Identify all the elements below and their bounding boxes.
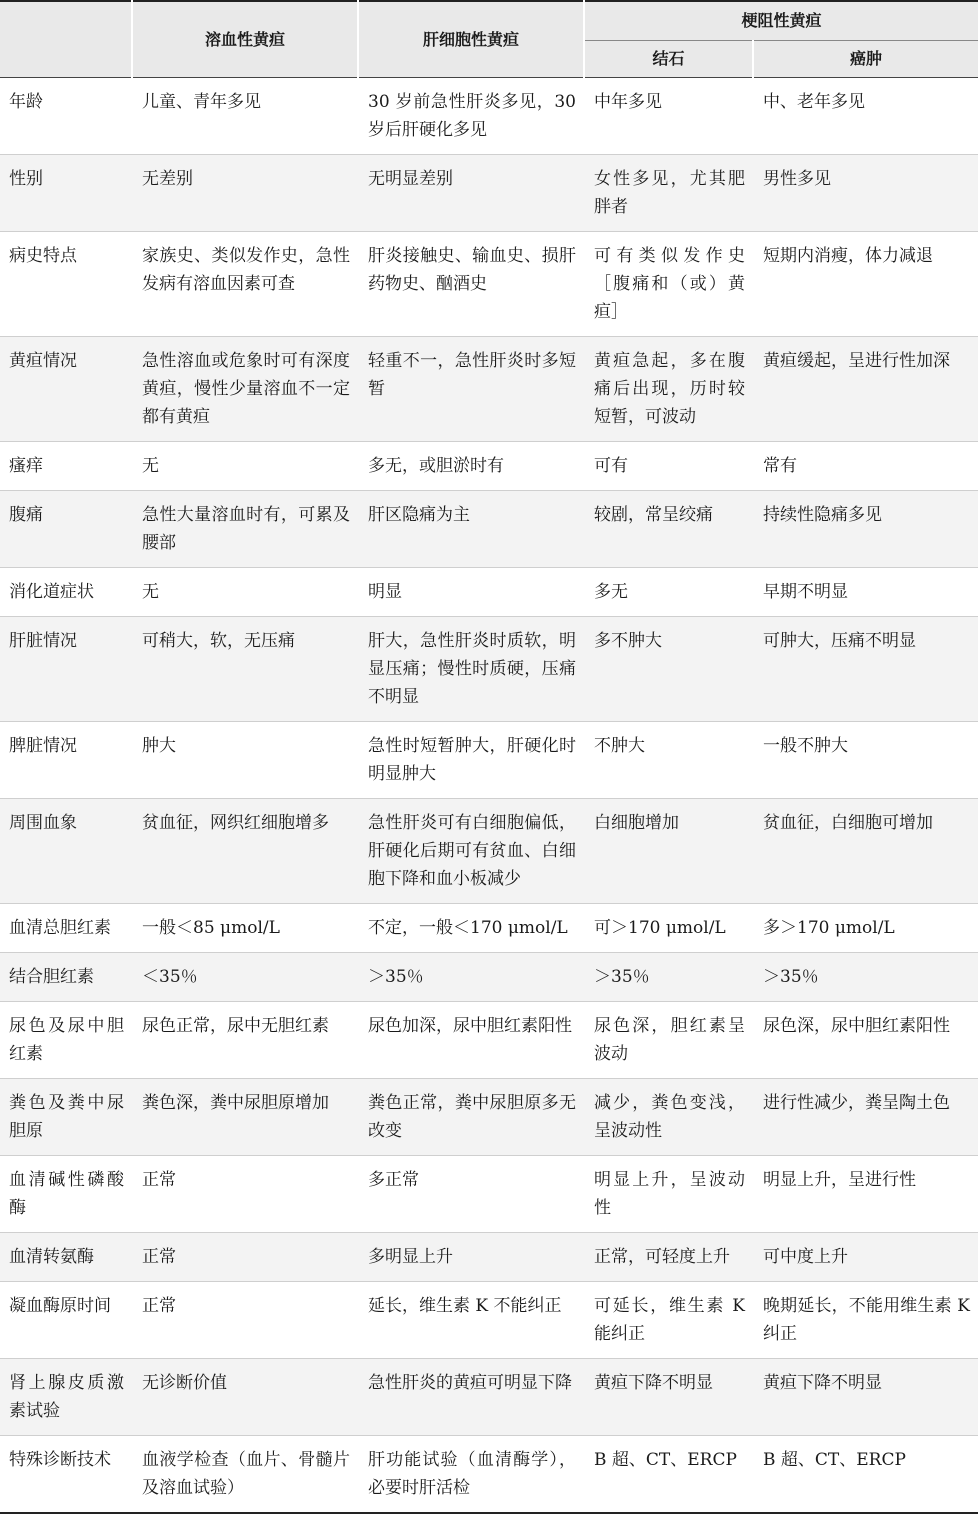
cell-hemolytic: 急性溶血或危象时可有深度黄疸，慢性少量溶血不一定都有黄疸 — [132, 337, 358, 442]
cell-stone: 白细胞增加 — [584, 799, 753, 904]
row-label: 周围血象 — [0, 799, 132, 904]
cell-cancer: 男性多见 — [753, 155, 978, 232]
cell-stone: 可有类似发作史［腹痛和（或）黄疸］ — [584, 232, 753, 337]
row-label: 瘙痒 — [0, 442, 132, 491]
cell-stone: 不肿大 — [584, 722, 753, 799]
row-label: 消化道症状 — [0, 568, 132, 617]
cell-stone: 减少，粪色变浅，呈波动性 — [584, 1079, 753, 1156]
cell-cancer: B 超、CT、ERCP — [753, 1436, 978, 1514]
header-corner — [0, 1, 132, 78]
row-label: 性别 — [0, 155, 132, 232]
cell-cancer: 晚期延长，不能用维生素 K 纠正 — [753, 1282, 978, 1359]
table-row — [0, 491, 978, 568]
row-label: 血清总胆红素 — [0, 904, 132, 953]
row-label: 肾上腺皮质激素试验 — [0, 1359, 132, 1436]
cell-hemolytic: ＜35％ — [132, 953, 358, 1002]
cell-stone: 黄疸急起，多在腹痛后出现，历时较短暂，可波动 — [584, 337, 753, 442]
row-label: 血清转氨酶 — [0, 1233, 132, 1282]
cell-cancer: 明显上升，呈进行性 — [753, 1156, 978, 1233]
table-row — [0, 617, 978, 722]
table-row — [0, 1002, 978, 1079]
row-label: 粪色及粪中尿胆原 — [0, 1079, 132, 1156]
cell-hemolytic: 急性大量溶血时有，可累及腰部 — [132, 491, 358, 568]
table-row — [0, 78, 978, 155]
cell-hemolytic: 正常 — [132, 1233, 358, 1282]
table-row — [0, 1282, 978, 1359]
cell-cancer: 多＞170 μmol/L — [753, 904, 978, 953]
table-row — [0, 904, 978, 953]
row-label: 血清碱性磷酸酶 — [0, 1156, 132, 1233]
cell-hepatocellular: 肝炎接触史、输血史、损肝药物史、酗酒史 — [358, 232, 584, 337]
cell-hepatocellular: 30 岁前急性肝炎多见，30 岁后肝硬化多见 — [358, 78, 584, 155]
table-row — [0, 155, 978, 232]
cell-hemolytic: 家族史、类似发作史，急性发病有溶血因素可查 — [132, 232, 358, 337]
cell-hemolytic: 可稍大，软，无压痛 — [132, 617, 358, 722]
table-row — [0, 1359, 978, 1436]
row-label: 尿色及尿中胆红素 — [0, 1002, 132, 1079]
cell-hepatocellular: 急性时短暂肿大，肝硬化时明显肿大 — [358, 722, 584, 799]
cell-hemolytic: 正常 — [132, 1282, 358, 1359]
cell-cancer: 短期内消瘦，体力减退 — [753, 232, 978, 337]
table-row — [0, 337, 978, 442]
cell-cancer: 持续性隐痛多见 — [753, 491, 978, 568]
cell-hemolytic: 肿大 — [132, 722, 358, 799]
cell-stone: 可＞170 μmol/L — [584, 904, 753, 953]
cell-stone: 中年多见 — [584, 78, 753, 155]
header-obstructive-group: 梗阻性黄疸 — [584, 1, 978, 41]
cell-hepatocellular: 急性肝炎的黄疸可明显下降 — [358, 1359, 584, 1436]
header-stone: 结石 — [584, 41, 753, 78]
cell-hepatocellular: 延长，维生素 K 不能纠正 — [358, 1282, 584, 1359]
table-row — [0, 442, 978, 491]
row-label: 病史特点 — [0, 232, 132, 337]
cell-cancer: 中、老年多见 — [753, 78, 978, 155]
table-row — [0, 1233, 978, 1282]
cell-cancer: 常有 — [753, 442, 978, 491]
table-row — [0, 232, 978, 337]
cell-cancer: 黄疸下降不明显 — [753, 1359, 978, 1436]
table-row — [0, 1079, 978, 1156]
cell-hepatocellular: ＞35％ — [358, 953, 584, 1002]
row-label: 肝脏情况 — [0, 617, 132, 722]
cell-hepatocellular: 急性肝炎可有白细胞偏低，肝硬化后期可有贫血、白细胞下降和血小板减少 — [358, 799, 584, 904]
cell-stone: 正常，可轻度上升 — [584, 1233, 753, 1282]
cell-cancer: 黄疸缓起，呈进行性加深 — [753, 337, 978, 442]
cell-hemolytic: 无诊断价值 — [132, 1359, 358, 1436]
cell-stone: B 超、CT、ERCP — [584, 1436, 753, 1514]
cell-stone: 女性多见，尤其肥胖者 — [584, 155, 753, 232]
table-row — [0, 722, 978, 799]
cell-hemolytic: 尿色正常，尿中无胆红素 — [132, 1002, 358, 1079]
header-hemolytic: 溶血性黄疸 — [132, 1, 358, 78]
cell-cancer: 尿色深，尿中胆红素阳性 — [753, 1002, 978, 1079]
cell-cancer: 可中度上升 — [753, 1233, 978, 1282]
table-row — [0, 953, 978, 1002]
cell-cancer: 进行性减少，粪呈陶土色 — [753, 1079, 978, 1156]
cell-hepatocellular: 肝功能试验（血清酶学），必要时肝活检 — [358, 1436, 584, 1514]
cell-hepatocellular: 尿色加深，尿中胆红素阳性 — [358, 1002, 584, 1079]
cell-stone: 明显上升，呈波动性 — [584, 1156, 753, 1233]
row-label: 结合胆红素 — [0, 953, 132, 1002]
cell-hepatocellular: 轻重不一，急性肝炎时多短暂 — [358, 337, 584, 442]
cell-hemolytic: 儿童、青年多见 — [132, 78, 358, 155]
cell-hemolytic: 贫血征，网织红细胞增多 — [132, 799, 358, 904]
cell-hemolytic: 无 — [132, 442, 358, 491]
cell-hepatocellular: 多正常 — [358, 1156, 584, 1233]
header-cancer: 癌肿 — [753, 41, 978, 78]
table-row — [0, 799, 978, 904]
row-label: 特殊诊断技术 — [0, 1436, 132, 1514]
cell-hepatocellular: 不定，一般＜170 μmol/L — [358, 904, 584, 953]
table-row — [0, 568, 978, 617]
cell-stone: 多无 — [584, 568, 753, 617]
cell-stone: 可延长，维生素 K 能纠正 — [584, 1282, 753, 1359]
cell-cancer: 早期不明显 — [753, 568, 978, 617]
cell-hepatocellular: 肝大，急性肝炎时质软，明显压痛；慢性时质硬，压痛不明显 — [358, 617, 584, 722]
cell-stone: ＞35％ — [584, 953, 753, 1002]
row-label: 腹痛 — [0, 491, 132, 568]
row-label: 脾脏情况 — [0, 722, 132, 799]
table-row — [0, 1156, 978, 1233]
table-body — [0, 78, 978, 1514]
cell-stone: 较剧，常呈绞痛 — [584, 491, 753, 568]
cell-stone: 黄疸下降不明显 — [584, 1359, 753, 1436]
cell-hemolytic: 无 — [132, 568, 358, 617]
cell-hemolytic: 粪色深，粪中尿胆原增加 — [132, 1079, 358, 1156]
cell-hepatocellular: 多无，或胆淤时有 — [358, 442, 584, 491]
row-label: 黄疸情况 — [0, 337, 132, 442]
cell-cancer: 贫血征，白细胞可增加 — [753, 799, 978, 904]
cell-hepatocellular: 无明显差别 — [358, 155, 584, 232]
table-header — [0, 1, 978, 78]
cell-hepatocellular: 多明显上升 — [358, 1233, 584, 1282]
row-label: 凝血酶原时间 — [0, 1282, 132, 1359]
table-row — [0, 1436, 978, 1514]
cell-cancer: 可肿大，压痛不明显 — [753, 617, 978, 722]
cell-stone: 尿色深，胆红素呈波动 — [584, 1002, 753, 1079]
cell-hepatocellular: 明显 — [358, 568, 584, 617]
cell-cancer: ＞35％ — [753, 953, 978, 1002]
header-hepatocellular: 肝细胞性黄疸 — [358, 1, 584, 78]
cell-stone: 多不肿大 — [584, 617, 753, 722]
cell-hemolytic: 正常 — [132, 1156, 358, 1233]
cell-hepatocellular: 肝区隐痛为主 — [358, 491, 584, 568]
cell-hemolytic: 血液学检查（血片、骨髓片及溶血试验） — [132, 1436, 358, 1514]
cell-cancer: 一般不肿大 — [753, 722, 978, 799]
cell-hemolytic: 一般＜85 μmol/L — [132, 904, 358, 953]
row-label: 年龄 — [0, 78, 132, 155]
cell-hepatocellular: 粪色正常，粪中尿胆原多无改变 — [358, 1079, 584, 1156]
cell-stone: 可有 — [584, 442, 753, 491]
cell-hemolytic: 无差别 — [132, 155, 358, 232]
